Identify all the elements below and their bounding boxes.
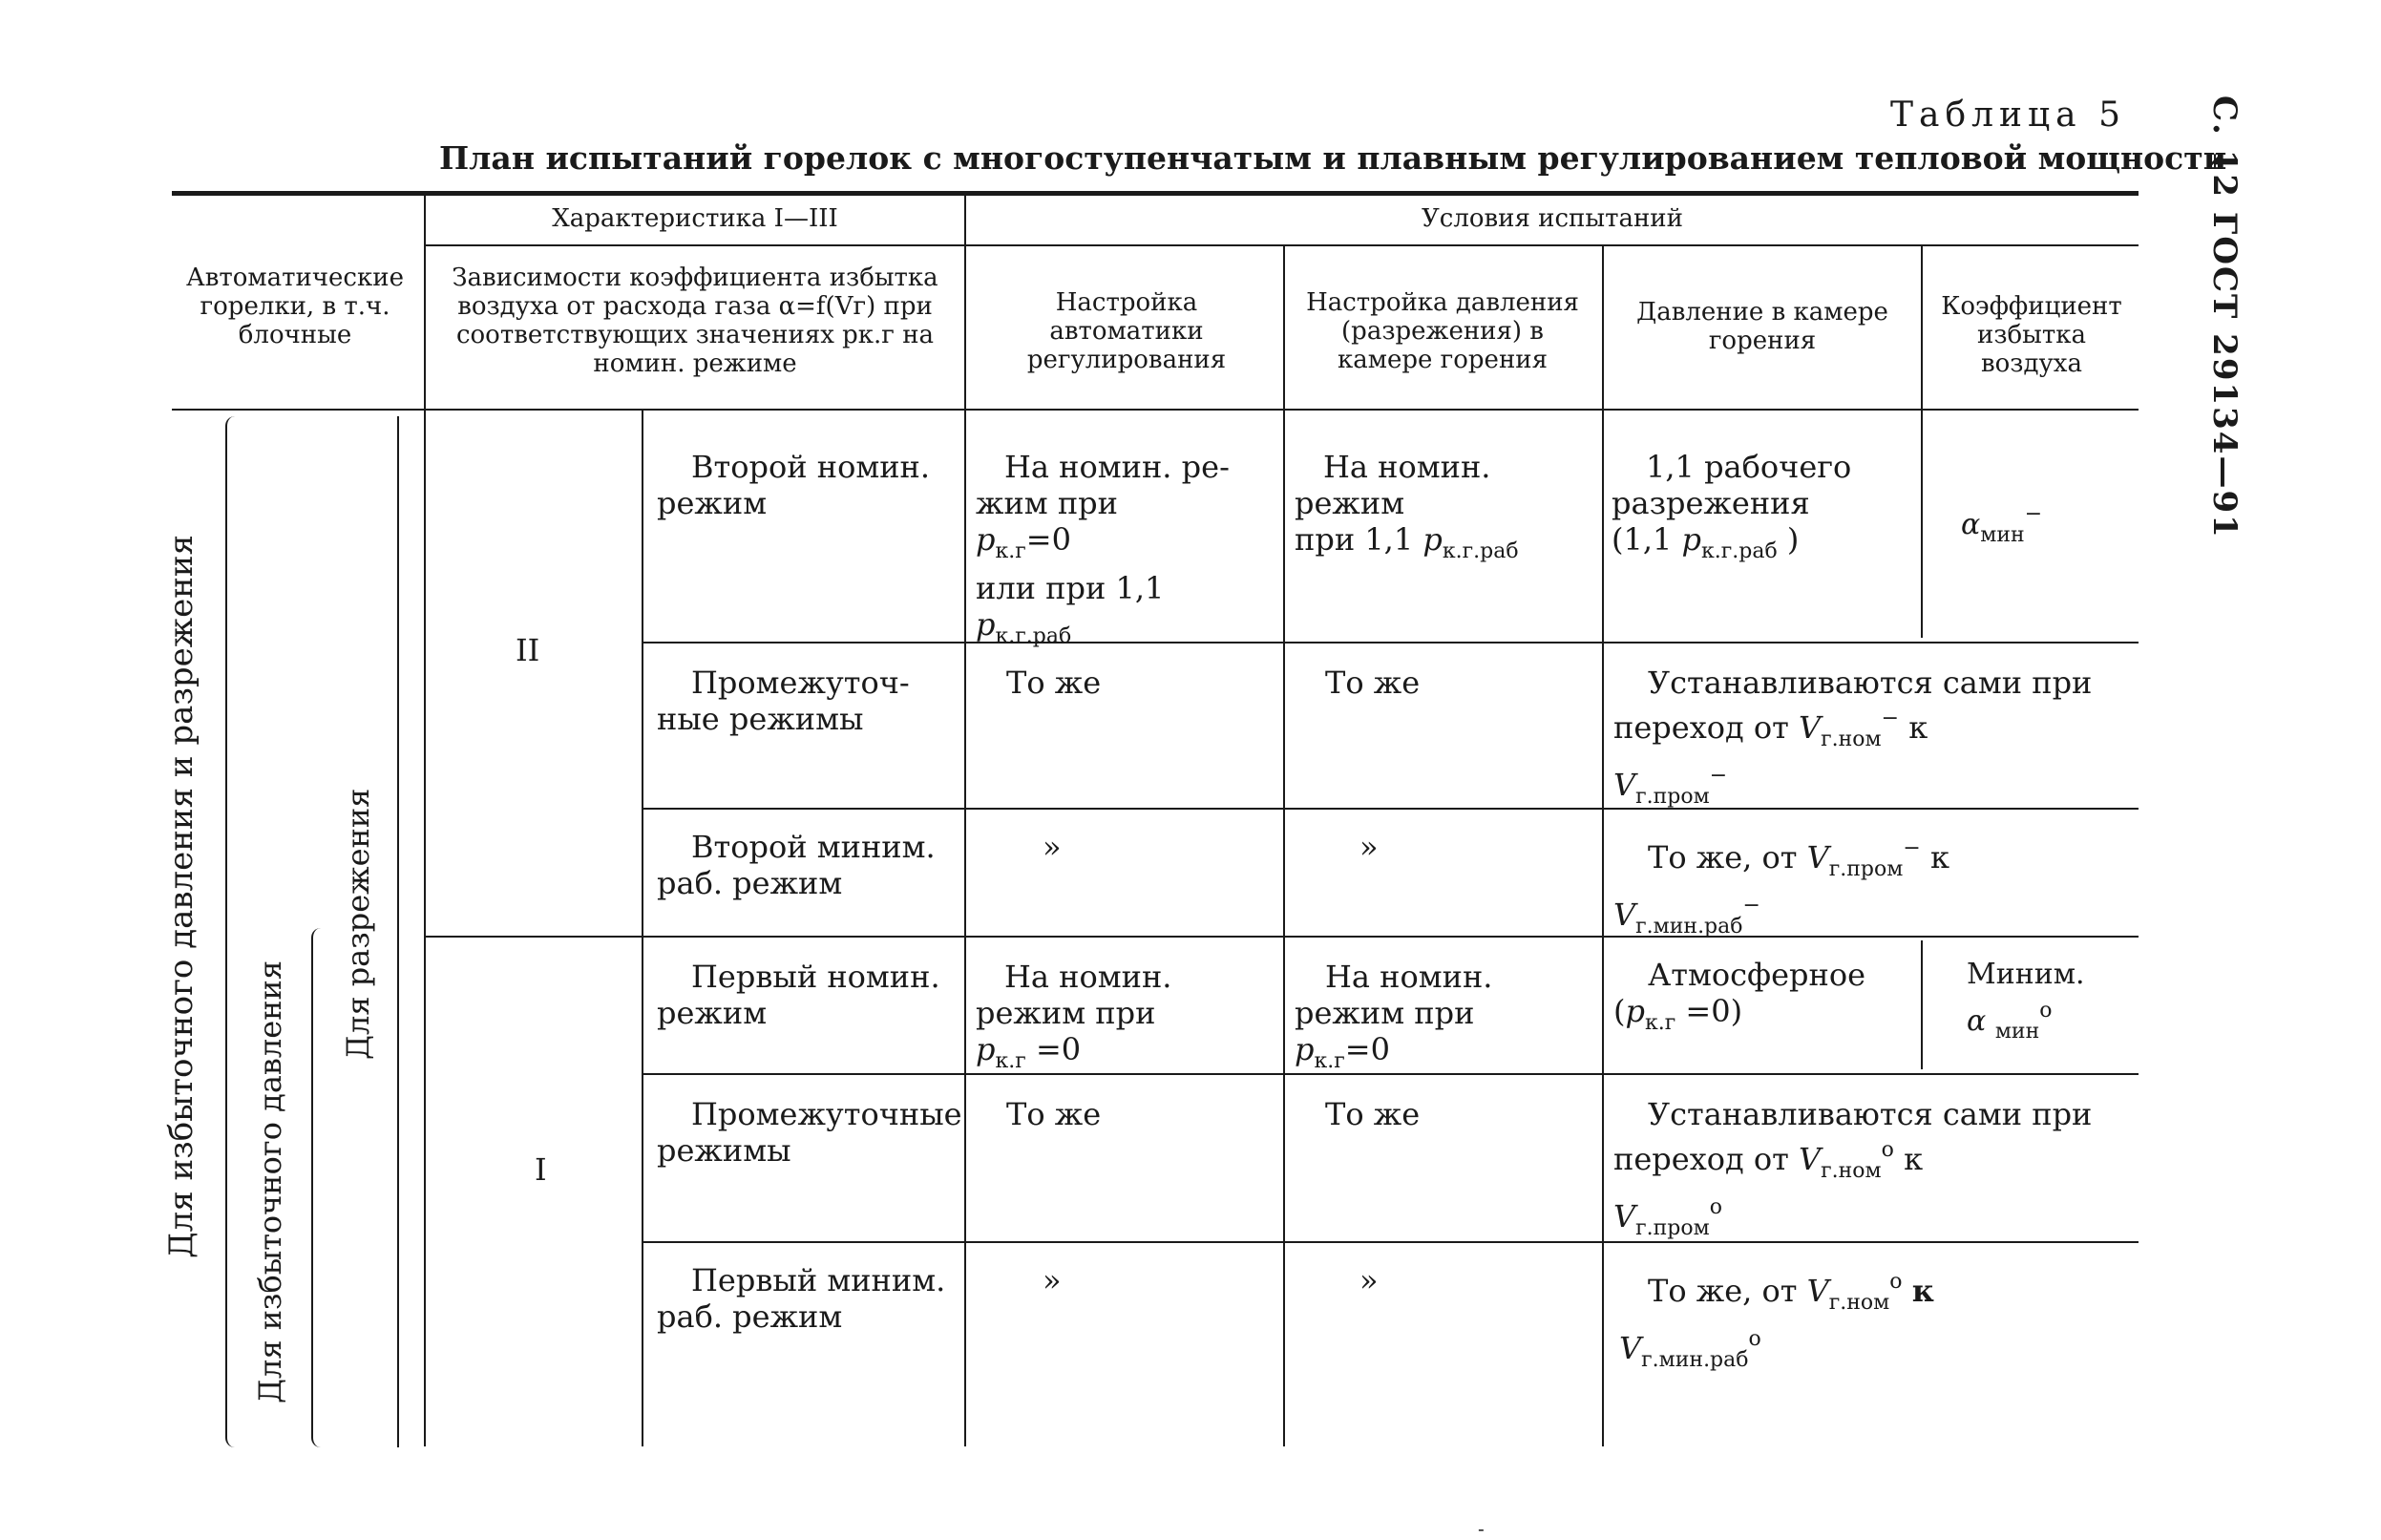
row4-auto	[976, 959, 1171, 1080]
characteristic-rule	[426, 244, 964, 246]
row4-chamber	[1613, 957, 1865, 1042]
row4-mode	[657, 959, 940, 1031]
header-pressure-setting: Настройка давления (разрежения) в камере горения	[1306, 288, 1579, 374]
row5-chamber	[1613, 1096, 2092, 1247]
divider-group-mode	[642, 411, 643, 1446]
header-conditions: Условия испытаний	[1422, 204, 1683, 233]
row5-chamber-l2: переход от $V_{г.ном}^o$ к	[1613, 1138, 1924, 1183]
conditions-rule	[966, 244, 2139, 246]
row2-chamber-l1: Устанавливаются сами при	[1648, 665, 2093, 701]
divider-auto-press	[1283, 246, 1285, 1446]
divider-chamber-alpha-r4	[1921, 940, 1923, 1069]
row3-chamber	[1613, 831, 1949, 945]
row2-chamber-l2: переход от $V_{г.ном}^-$ к	[1613, 707, 1928, 751]
row5-chamber-l1: Устанавливаются сами при	[1648, 1096, 2093, 1132]
row4-press-l3: $p_{к.г}=0$	[1295, 1031, 1390, 1073]
brace-outer	[225, 416, 241, 1447]
row1-auto-l3: $p_{к.г}=0$	[976, 521, 1071, 563]
table-number: Таблица 5	[1890, 95, 2126, 135]
divider-groups	[964, 196, 966, 1446]
row5-mode	[657, 1096, 962, 1169]
row4-alpha-l1: Миним.	[1967, 958, 2085, 991]
row1-auto-l5: $p_{к.г.раб}$	[976, 606, 1072, 648]
row4-mode-l1: Первый номин.	[691, 959, 940, 995]
row1-press-l3: при 1,1 $p_{к.г.раб}$	[1295, 521, 1519, 563]
header-dependence: Зависимости коэффициента избытка воздуха от расхода газа α=f(Vг) при соответствующих значениях pк.г на номин. режиме	[452, 264, 938, 378]
row4-auto-l2: режим при	[976, 995, 1156, 1031]
row1-mode-l1: Второй номин.	[691, 449, 931, 485]
row6-mode	[657, 1262, 945, 1335]
table-top-rule	[172, 191, 2139, 196]
row1-mode-l2: режим	[657, 485, 768, 521]
row2-press: То же	[1325, 665, 1421, 701]
row1-chamber-l3: (1,1 $p_{к.г.раб}$ )	[1612, 521, 1800, 563]
row-rule-1	[642, 642, 2139, 643]
row2-mode	[657, 665, 910, 737]
row4-mode-l2: режим	[657, 995, 768, 1031]
row4-chamber-l2: $(p_{к.г} =0)$	[1613, 993, 1743, 1035]
row3-chamber-l1: То же, от $V_{г.пром}^-$ к	[1648, 836, 1949, 881]
header-col1: Автоматические горелки, в т.ч. блочные	[186, 264, 404, 349]
row6-press: »	[1359, 1262, 1379, 1298]
row5-mode-l1: Промежуточные	[691, 1096, 962, 1132]
row1-chamber-l2: разрежения	[1612, 485, 1810, 521]
row3-press: »	[1359, 829, 1379, 865]
row1-auto-l2: жим при	[976, 485, 1118, 521]
header-chamber-pressure: Давление в камере горения	[1636, 298, 1888, 355]
table-title: План испытаний горелок с многоступенчатым и плавным регулированием тепловой мощности	[439, 139, 2227, 177]
row1-alpha: $\alpha_{мин}^-$	[1961, 502, 2043, 547]
row2-mode-l2: ные режимы	[657, 701, 864, 737]
row4-press	[1295, 959, 1492, 1080]
row1-press-l2: режим	[1295, 485, 1405, 521]
row6-chamber-l2: $V_{г.мин.раб}^o$	[1619, 1327, 1761, 1372]
row4-chamber-l1: Атмосферное	[1648, 957, 1866, 993]
header-bottom-rule	[172, 409, 2139, 411]
row5-mode-l2: режимы	[657, 1132, 791, 1169]
bottom-mark: -	[1478, 1517, 1485, 1540]
row4-auto-l1: На номин.	[1004, 959, 1172, 995]
row4-auto-l3: $p_{к.г} =0$	[976, 1031, 1082, 1073]
row3-chamber-l2: $V_{г.мин.раб}^-$	[1613, 894, 1760, 939]
label-overpressure: Для избыточного давления	[252, 960, 288, 1403]
row4-press-l1: На номин.	[1325, 959, 1493, 995]
row1-press	[1295, 449, 1519, 570]
row1-auto-l1: На номин. ре-	[1004, 449, 1230, 485]
row6-mode-l2: раб. режим	[657, 1298, 843, 1335]
group-I: I	[535, 1151, 547, 1188]
row4-alpha	[1967, 957, 2085, 1050]
row6-chamber-l1: То же, от $V_{г.ном}^o$ к	[1648, 1270, 1934, 1315]
row1-auto-l4: или при 1,1	[976, 570, 1165, 606]
row3-mode-l1: Второй миним.	[691, 829, 936, 865]
divider-chamber-alpha-r1	[1921, 411, 1923, 638]
row2-mode-l1: Промежуточ-	[691, 665, 910, 701]
row1-chamber	[1612, 449, 1851, 570]
row3-mode	[657, 829, 936, 901]
row2-chamber	[1613, 665, 2092, 815]
header-air-excess: Коэффициент избытка воздуха	[1941, 292, 2122, 378]
row6-chamber	[1613, 1264, 1934, 1379]
row6-auto: »	[1043, 1262, 1062, 1298]
row3-mode-l2: раб. режим	[657, 865, 843, 901]
row3-auto: »	[1043, 829, 1062, 865]
row2-auto: То же	[1006, 665, 1102, 701]
row1-auto	[976, 449, 1230, 655]
brace-overpressure	[311, 928, 327, 1447]
header-auto-setting: Настройка автоматики регулирования	[1026, 288, 1227, 374]
row4-press-l2: режим при	[1295, 995, 1475, 1031]
group-II: II	[516, 632, 540, 668]
row2-chamber-l3: $V_{г.пром}^-$	[1613, 764, 1728, 809]
label-outer: Для избыточного давления и разрежения	[162, 535, 200, 1258]
row1-chamber-l1: 1,1 рабочего	[1646, 449, 1852, 485]
header-characteristic: Характеристика I—III	[552, 204, 838, 233]
row5-press: То же	[1325, 1096, 1421, 1132]
side-header-text: С. 12 ГОСТ 29134—91	[2205, 95, 2244, 539]
row1-mode	[657, 449, 930, 521]
brace-vacuum	[397, 416, 399, 1447]
row6-mode-l1: Первый миним.	[691, 1262, 946, 1298]
divider-col1	[424, 196, 426, 1446]
divider-chamber-alpha-head	[1921, 246, 1923, 409]
divider-press-chamber	[1602, 246, 1604, 1446]
row5-chamber-l3: $V_{г.пром}^o$	[1613, 1195, 1722, 1240]
row4-alpha-l2: α $_{мин}^o$	[1967, 999, 2053, 1044]
row5-auto: То же	[1006, 1096, 1102, 1132]
row1-press-l1: На номин.	[1323, 449, 1491, 485]
label-vacuum: Для разрежения	[340, 788, 376, 1060]
